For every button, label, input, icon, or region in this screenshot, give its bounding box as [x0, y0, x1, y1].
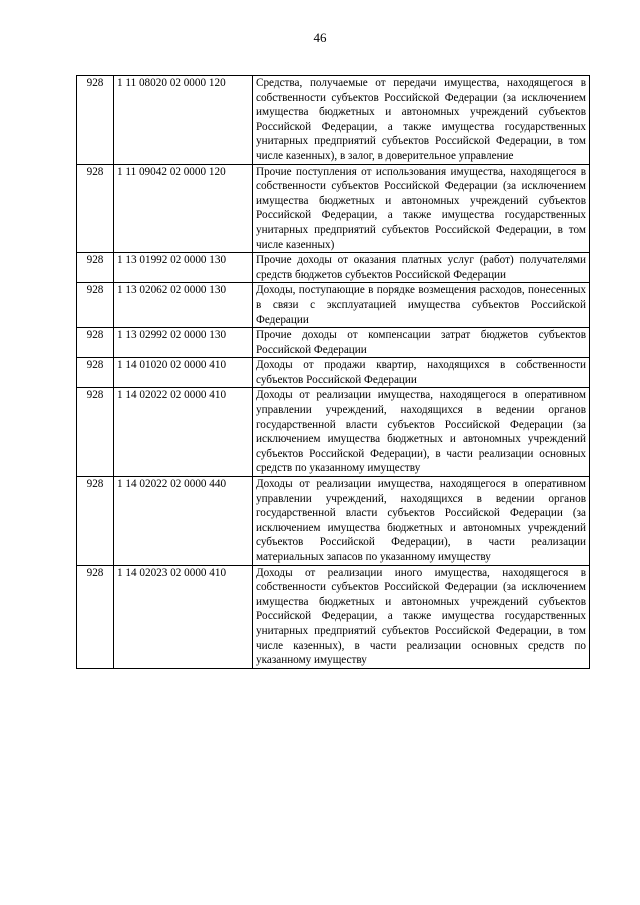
table-row [77, 283, 590, 328]
budget-code-cell: 1 14 02022 02 0000 440 [114, 477, 253, 566]
admin-code-cell: 928 [77, 164, 114, 253]
table-row [77, 76, 590, 165]
description-cell: Прочие доходы от оказания платных услуг (работ) получателями средств бюджетов субъектов Российской Федерации [253, 253, 590, 283]
admin-code-cell: 928 [77, 477, 114, 566]
budget-code-cell: 1 14 02022 02 0000 410 [114, 388, 253, 477]
budget-code-cell: 1 13 01992 02 0000 130 [114, 253, 253, 283]
description-cell: Прочие доходы от компенсации затрат бюджетов субъектов Российской Федерации [253, 328, 590, 358]
table-row [77, 477, 590, 566]
budget-code-cell: 1 11 08020 02 0000 120 [114, 76, 253, 165]
table-row [77, 328, 590, 358]
table-row [77, 565, 590, 668]
admin-code-cell: 928 [77, 358, 114, 388]
page-number: 46 [313, 30, 327, 45]
admin-code-cell: 928 [77, 328, 114, 358]
table-row [77, 358, 590, 388]
budget-code-cell: 1 14 01020 02 0000 410 [114, 358, 253, 388]
table-row [77, 388, 590, 477]
admin-code-cell: 928 [77, 283, 114, 328]
admin-code-cell: 928 [77, 388, 114, 477]
admin-code-cell: 928 [77, 253, 114, 283]
description-cell: Доходы от продажи квартир, находящихся в собственности субъектов Российской Федерации [253, 358, 590, 388]
budget-code-cell: 1 13 02992 02 0000 130 [114, 328, 253, 358]
description-cell: Доходы от реализации имущества, находящегося в оперативном управлении учреждений, находящихся в ведении органов государственной власти субъектов Российской Федерации (за исключением имущества бюджетных и автономных учреждений субъектов Российской Федерации), в части реализации основных средств по указанному имуществу [253, 388, 590, 477]
revenue-codes-table [76, 75, 590, 669]
admin-code-cell: 928 [77, 565, 114, 668]
table-row [77, 253, 590, 283]
budget-code-cell: 1 11 09042 02 0000 120 [114, 164, 253, 253]
description-cell: Доходы от реализации имущества, находящегося в оперативном управлении учреждений, находящихся в ведении органов государственной власти субъектов Российской Федерации (за исключением имущества бюджетных и автономных учреждений субъектов Российской Федерации), в части реализации материальных запасов по указанному имуществу [253, 477, 590, 566]
budget-code-cell: 1 14 02023 02 0000 410 [114, 565, 253, 668]
admin-code-cell: 928 [77, 76, 114, 165]
description-cell: Доходы от реализации иного имущества, находящегося в собственности субъектов Российской Федерации (за исключением имущества бюджетных и автономных учреждений субъектов Российской Федерации, а также имущества государственных унитарных предприятий субъектов Российской Федерации, в том числе казенных), в части реализации основных средств по указанному имуществу [253, 565, 590, 668]
budget-code-cell: 1 13 02062 02 0000 130 [114, 283, 253, 328]
table-row [77, 164, 590, 253]
description-cell: Доходы, поступающие в порядке возмещения расходов, понесенных в связи с эксплуатацией имущества субъектов Российской Федерации [253, 283, 590, 328]
description-cell: Средства, получаемые от передачи имущества, находящегося в собственности субъектов Российской Федерации (за исключением имущества бюджетных и автономных учреждений субъектов Российской Федерации, а также имущества государственных унитарных предприятий субъектов Российской Федерации, в том числе казенных), в залог, в доверительное управление [253, 76, 590, 165]
description-cell: Прочие поступления от использования имущества, находящегося в собственности субъектов Российской Федерации (за исключением имущества бюджетных и автономных учреждений субъектов Российской Федерации, а также имущества государственных унитарных предприятий субъектов Российской Федерации, в том числе казенных) [253, 164, 590, 253]
